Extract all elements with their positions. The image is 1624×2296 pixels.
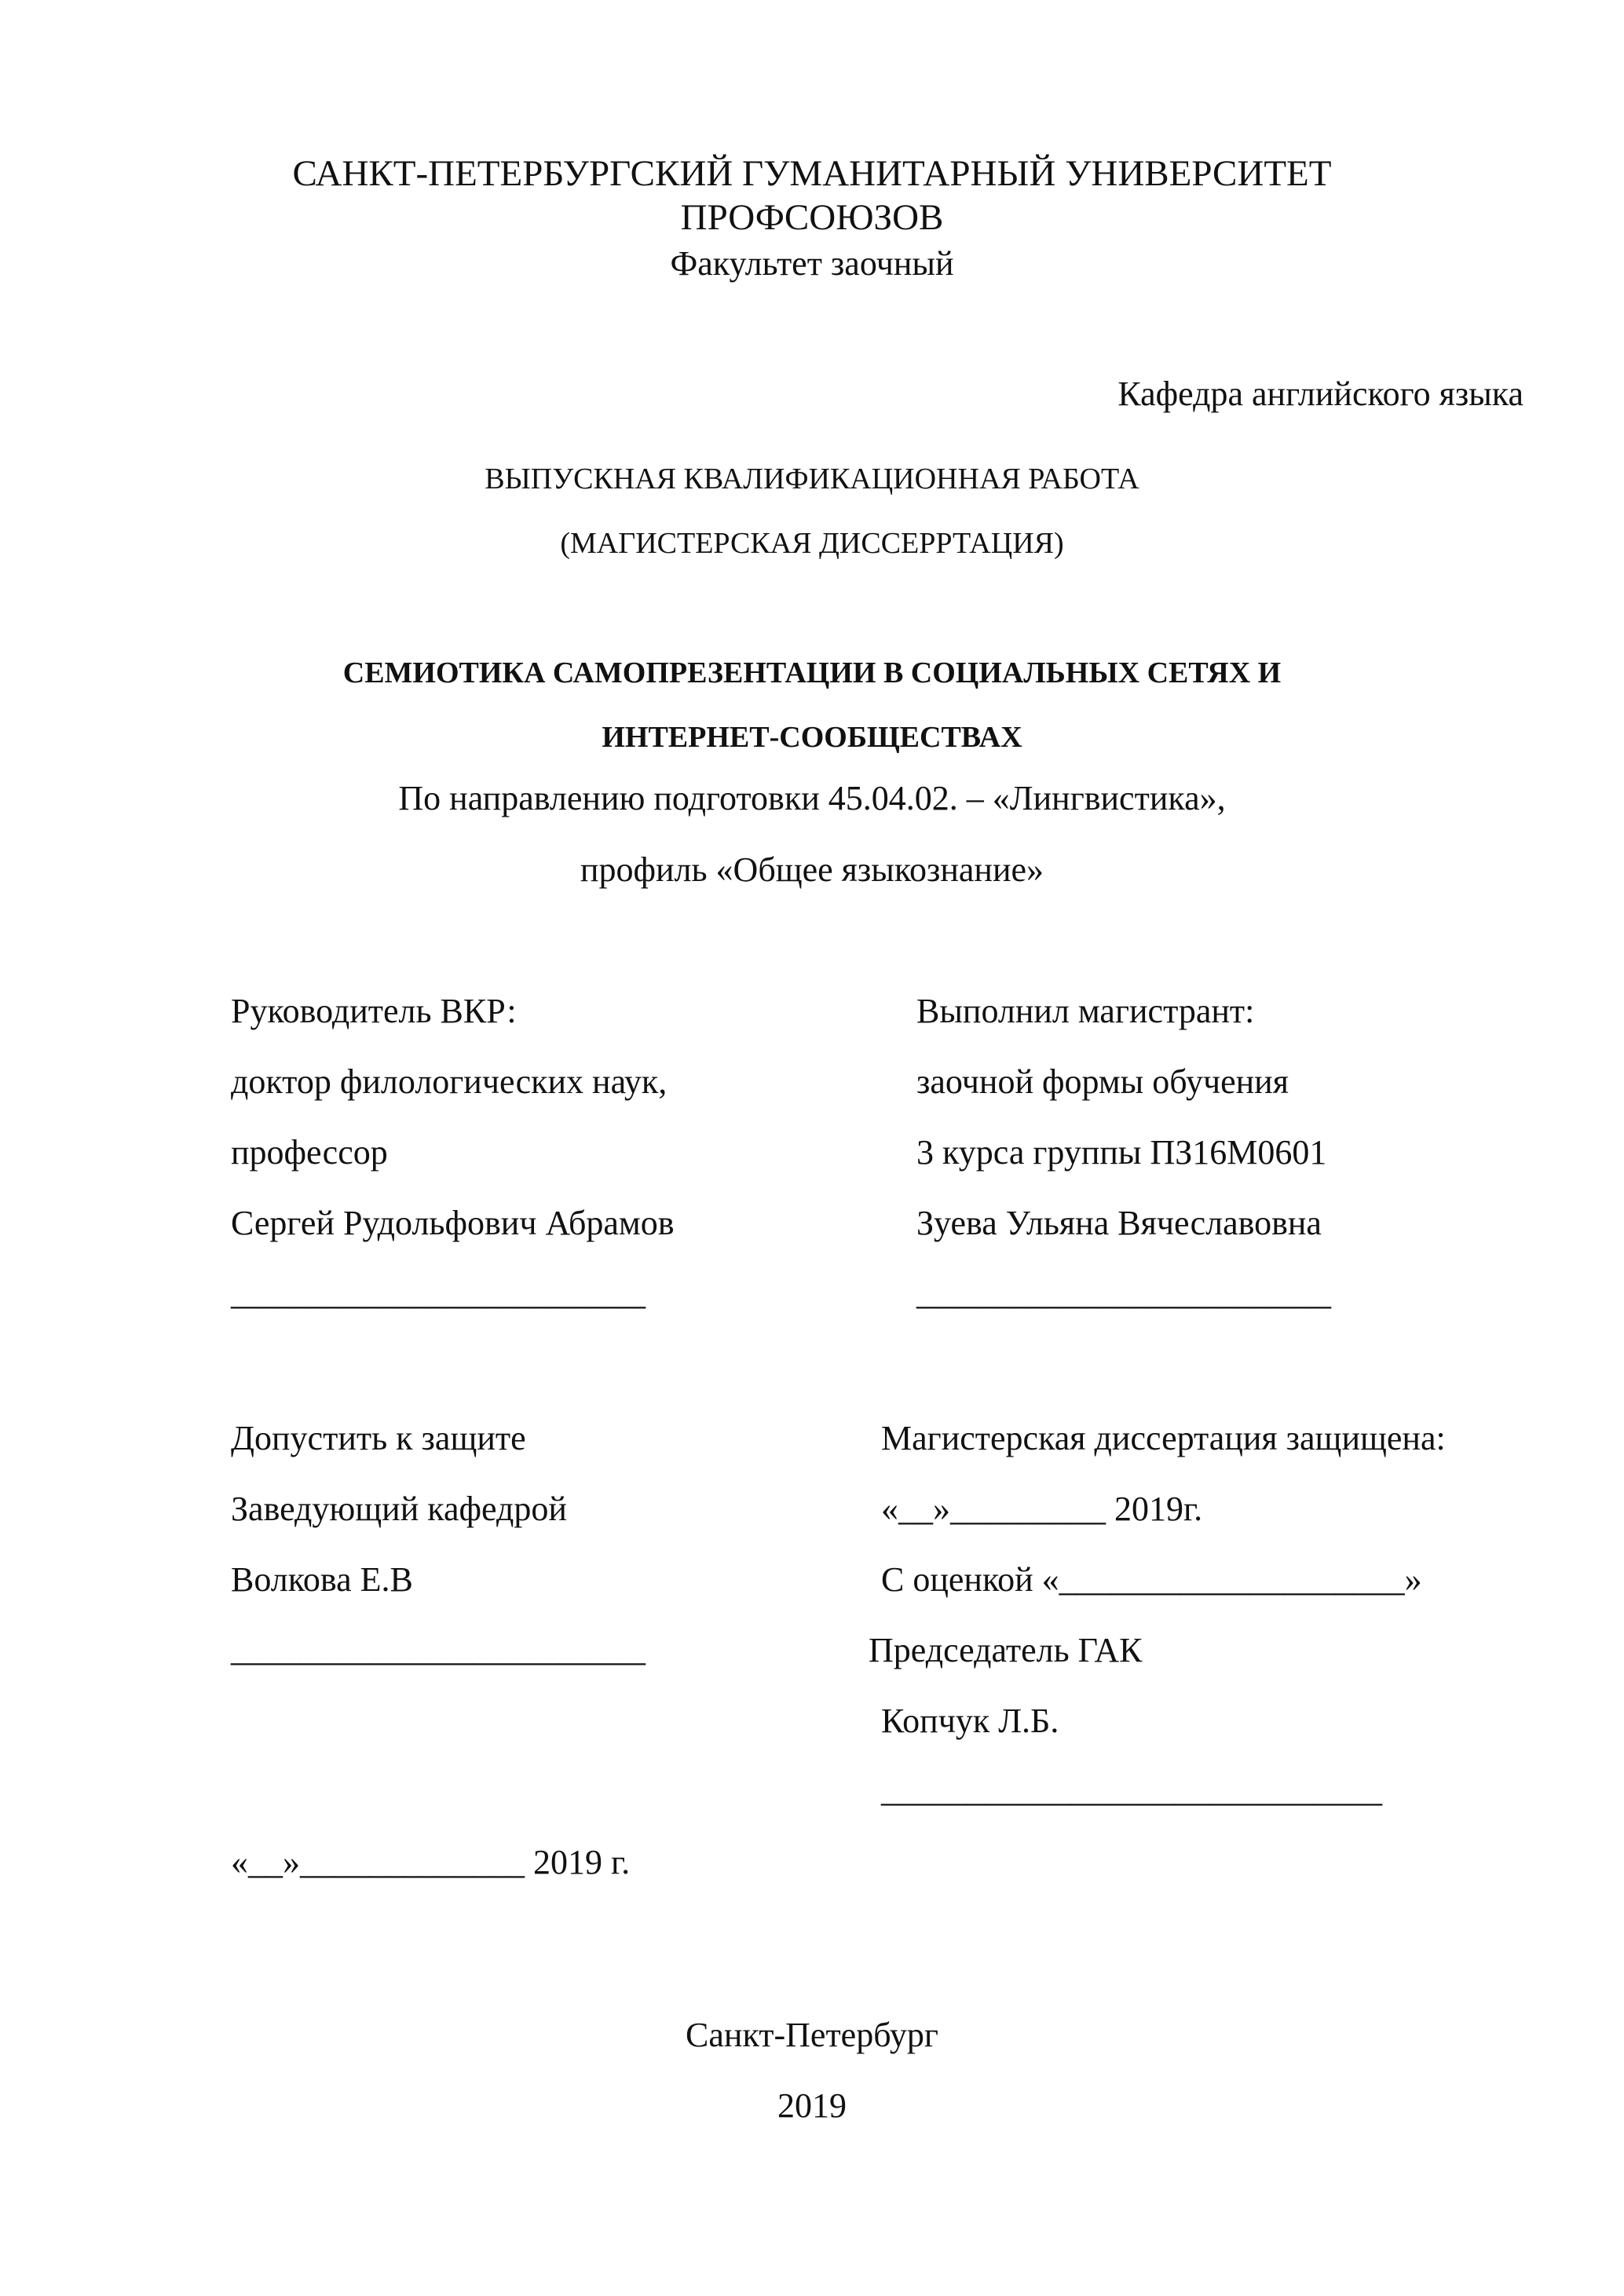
department-head-signature-line: ________________________ (231, 1630, 646, 1669)
defense-grade: С оценкой «____________________» (881, 1560, 1422, 1599)
student-name: Зуева Ульяна Вячеславовна (916, 1204, 1322, 1242)
work-type: ВЫПУСКНАЯ КВАЛИФИКАЦИОННАЯ РАБОТА (485, 462, 1139, 495)
student-group: 3 курса группы ПЗ16М0601 (916, 1133, 1327, 1172)
department-head-name: Волкова Е.В (231, 1560, 413, 1599)
year: 2019 (777, 2086, 847, 2125)
student-label: Выполнил магистрант: (916, 992, 1255, 1030)
study-profile: профиль «Общее языкознание» (580, 850, 1044, 889)
faculty: Факультет заочный (670, 244, 954, 283)
supervisor-label: Руководитель ВКР: (231, 992, 517, 1030)
admission-label: Допустить к защите (231, 1419, 526, 1457)
thesis-title-line2: ИНТЕРНЕТ-СООБЩЕСТВАХ (602, 721, 1022, 754)
defense-label: Магистерская диссертация защищена: (881, 1419, 1446, 1457)
university-name-line1: САНКТ-ПЕТЕРБУРГСКИЙ ГУМАНИТАРНЫЙ УНИВЕРСИТЕТ (292, 153, 1332, 194)
supervisor-degree: доктор филологических наук, (231, 1062, 668, 1101)
thesis-title-line1: СЕМИОТИКА САМОПРЕЗЕНТАЦИИ В СОЦИАЛЬНЫХ СЕТЯХ И (342, 656, 1282, 689)
supervisor-name: Сергей Рудольфович Абрамов (231, 1204, 675, 1242)
student-study-form: заочной формы обучения (916, 1062, 1289, 1101)
department-head-title: Заведующий кафедрой (231, 1490, 567, 1528)
student-signature-line: ________________________ (916, 1274, 1331, 1312)
supervisor-position: профессор (231, 1133, 388, 1172)
commission-chair-name: Копчук Л.Б. (881, 1702, 1059, 1740)
city: Санкт-Петербург (686, 2016, 938, 2054)
admission-date: «__»_____________ 2019 г. (231, 1843, 631, 1881)
study-direction: По направлению подготовки 45.04.02. – «Лингвистика», (398, 779, 1226, 817)
department: Кафедра английского языка (1117, 375, 1523, 413)
university-name-line2: ПРОФСОЮЗОВ (680, 197, 944, 238)
supervisor-signature-line: ________________________ (231, 1274, 646, 1312)
commission-chair-signature-line: _____________________________ (881, 1771, 1382, 1809)
commission-chair-title: Председатель ГАК (869, 1631, 1143, 1669)
work-subtype: (МАГИСТЕРСКАЯ ДИССЕРРТАЦИЯ) (560, 527, 1064, 560)
defense-date: «__»_________ 2019г. (881, 1490, 1203, 1528)
